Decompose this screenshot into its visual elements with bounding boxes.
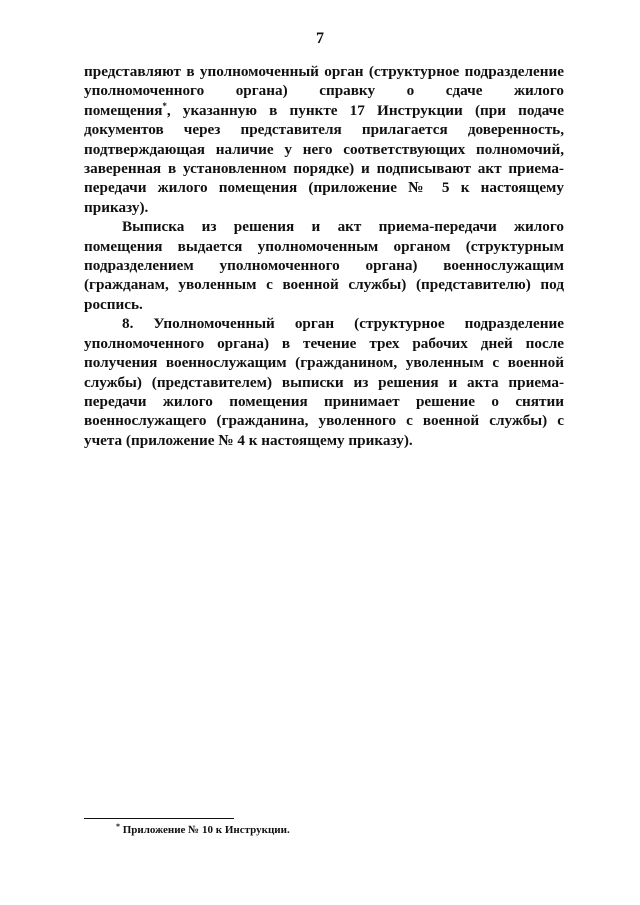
text-fragment: , указанную в пункте 17 Инструкции (при подаче	[166, 101, 564, 119]
footnote-reference: *	[162, 100, 167, 111]
text-line: представляют в уполномоченный орган (структурное подразделение	[84, 63, 564, 80]
page-number: 7	[316, 30, 324, 47]
footnote-text: Приложение № 10 к Инструкции.	[122, 824, 290, 836]
text-line: передачи жилого помещения (приложение № 5 к настоящему	[84, 179, 564, 197]
document-body	[84, 62, 564, 450]
text-line: учета (приложение № 4 к настоящему приказу).	[84, 431, 413, 449]
text-line: приказу).	[84, 198, 149, 216]
text-line: передачи жилого помещения принимает решение о снятии	[84, 392, 564, 410]
paragraph-3	[84, 314, 564, 450]
text-line: подразделением уполномоченного органа) военнослужащим	[84, 257, 564, 275]
text-line: помещения выдается уполномоченным органом (структурным	[84, 237, 564, 255]
paragraph-1	[84, 62, 564, 217]
text-line: Выписка из решения и акт приема-передачи жилого	[122, 218, 564, 236]
text-line: заверенная в установленном порядке) и подписывают акт приема-	[84, 160, 564, 178]
text-line: 8. Уполномоченный орган (структурное подразделение	[122, 315, 564, 333]
paragraph-2	[84, 217, 564, 314]
text-line: получения военнослужащим (гражданином, уволенным с военной	[84, 354, 564, 372]
text-line: военнослужащего (гражданина, уволенного с военной службы) с	[84, 412, 564, 430]
text-line: подтверждающая наличие у него соответствующих полномочий,	[84, 140, 564, 158]
footnote-divider	[84, 818, 234, 819]
footnote	[116, 822, 290, 836]
text-line: документов через представителя прилагается доверенность,	[84, 121, 564, 139]
text-line	[84, 101, 564, 120]
text-line: уполномоченного органа) в течение трех рабочих дней после	[84, 334, 564, 352]
text-fragment: помещения	[84, 101, 163, 119]
text-line: уполномоченного органа) справку о сдаче жилого	[84, 82, 564, 100]
text-line: (гражданам, уволенным с военной службы) (представителю) под	[84, 276, 564, 294]
text-line: службы) (представителем) выписки из решения и акта приема-	[84, 373, 564, 391]
text-line: роспись.	[84, 295, 143, 313]
footnote-mark: *	[116, 822, 120, 831]
